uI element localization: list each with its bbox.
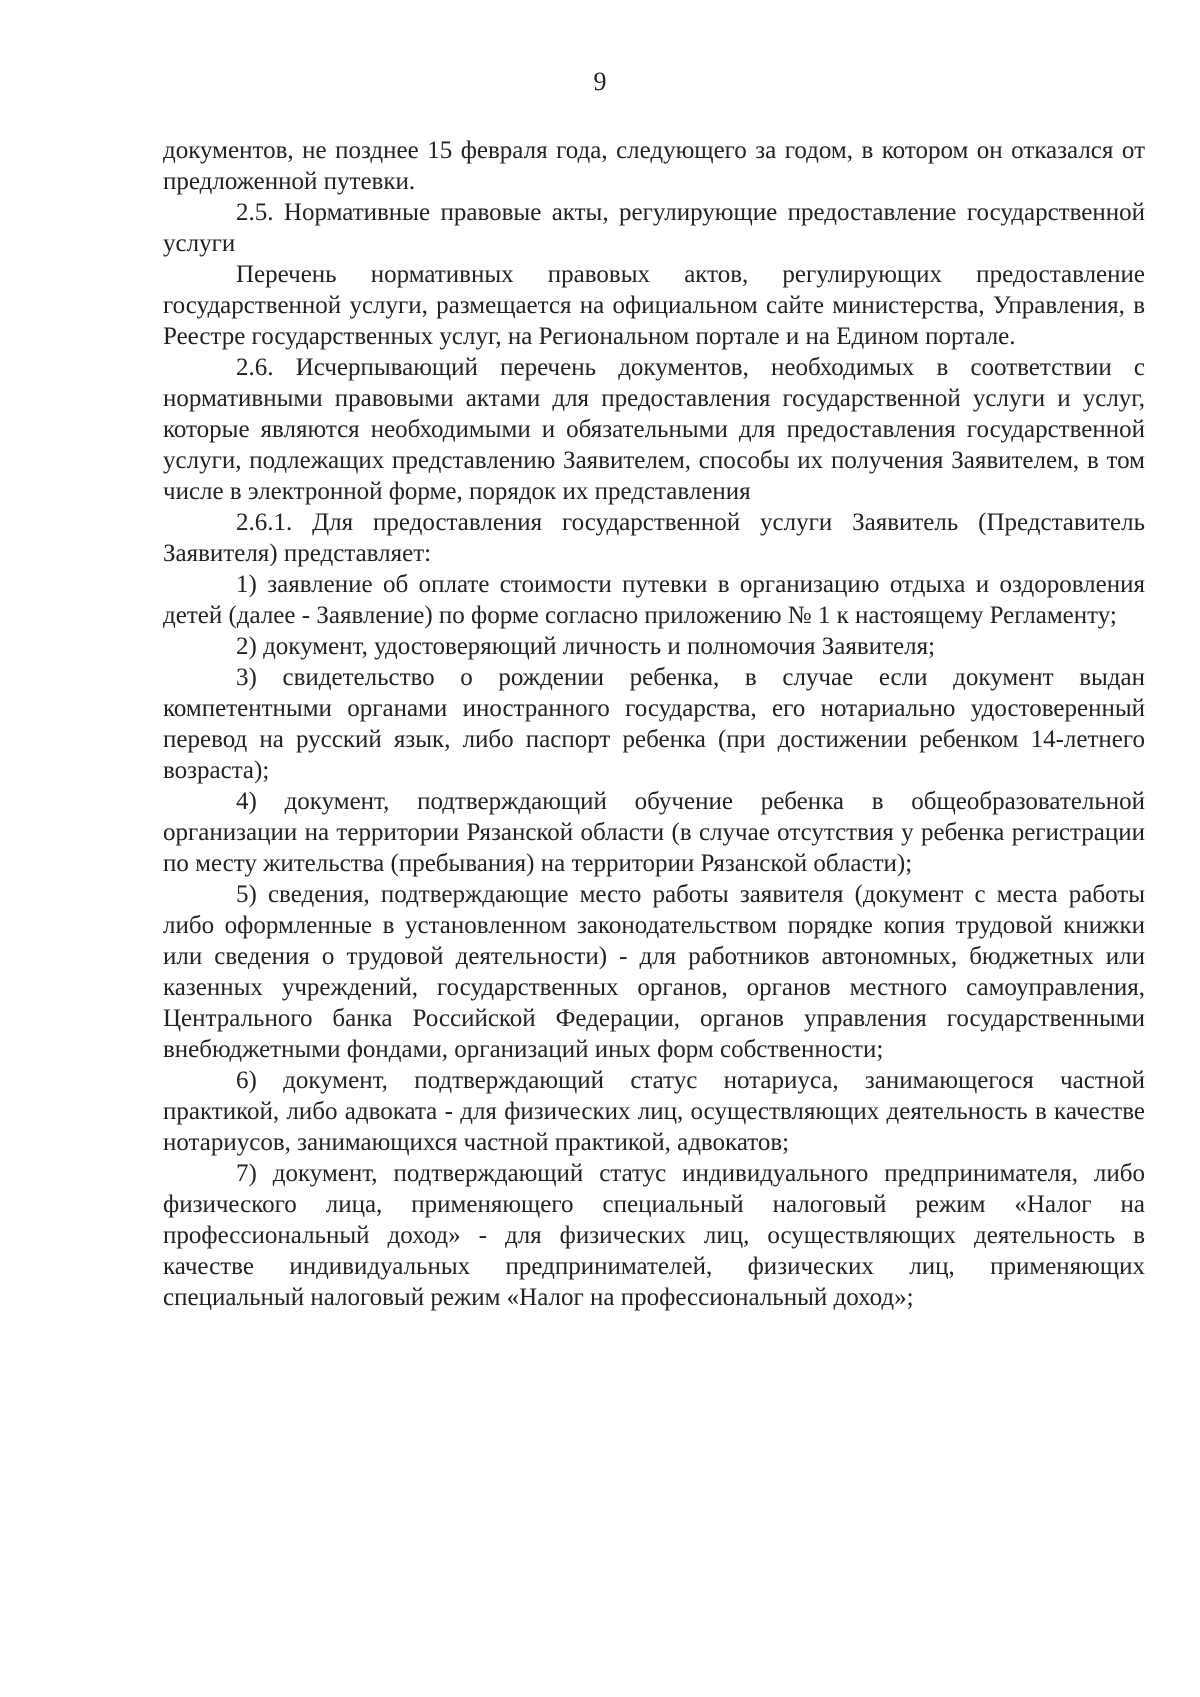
- list-item-6: 6) документ, подтверждающий статус нотариуса, занимающегося частной практикой, либо адвоката - для физических лиц, осуществляющих деятельность в качестве нотариусов, занимающихся частной практикой, адвокатов;: [163, 1067, 1145, 1156]
- page-number: 9: [593, 67, 607, 96]
- section-heading-2-5: 2.5. Нормативные правовые акты, регулирующие предоставление государственной услуги: [163, 199, 1145, 257]
- list-item-4: 4) документ, подтверждающий обучение ребенка в общеобразовательной организации на территории Рязанской области (в случае отсутствия у ребенка регистрации по месту жительства (пребывания) на территории Рязанской области);: [163, 788, 1145, 877]
- paragraph-continuation: документов, не позднее 15 февраля года, следующего за годом, в котором он отказался от предложенной путевки.: [163, 137, 1145, 195]
- document-body: [163, 135, 1145, 1313]
- list-item-5: 5) сведения, подтверждающие место работы заявителя (документ с места работы либо оформленные в установленном законодательством порядке копия трудовой книжки или сведения о трудовой деятельности) - для работников автономных, бюджетных или казенных учреждений, государственных органов, органов местного самоуправления, Центрального банка Российской Федерации, органов управления государственными внебюджетными фондами, организаций иных форм собственности;: [163, 881, 1145, 1063]
- section-heading-2-6: 2.6. Исчерпывающий перечень документов, необходимых в соответствии с нормативными правовыми актами для предоставления государственной услуги и услуг, которые являются необходимыми и обязательными для предоставления государственной услуги, подлежащих представлению Заявителем, способы их получения Заявителем, в том числе в электронной форме, порядок их представления: [163, 354, 1145, 505]
- list-item-1: 1) заявление об оплате стоимости путевки в организацию отдыха и оздоровления детей (далее - Заявление) по форме согласно приложению № 1 к настоящему Регламенту;: [163, 571, 1145, 629]
- list-item-3: 3) свидетельство о рождении ребенка, в случае если документ выдан компетентными органами иностранного государства, его нотариально удостоверенный перевод на русский язык, либо паспорт ребенка (при достижении ребенком 14-летнего возраста);: [163, 664, 1145, 784]
- list-item-7: 7) документ, подтверждающий статус индивидуального предпринимателя, либо физического лица, применяющего специальный налоговый режим «Налог на профессиональный доход» - для физических лиц, осуществляющих деятельность в качестве индивидуальных предпринимателей, физических лиц, применяющих специальный налоговый режим «Налог на профессиональный доход»;: [163, 1160, 1145, 1311]
- paragraph-acts-list: Перечень нормативных правовых актов, регулирующих предоставление государственной услуги, размещается на официальном сайте министерства, Управления, в Реестре государственных услуг, на Региональном портале и на Едином портале.: [163, 261, 1145, 350]
- list-item-2: 2) документ, удостоверяющий личность и полномочия Заявителя;: [236, 633, 936, 660]
- section-2-6-1: 2.6.1. Для предоставления государственной услуги Заявитель (Представитель Заявителя) представляет:: [163, 509, 1145, 567]
